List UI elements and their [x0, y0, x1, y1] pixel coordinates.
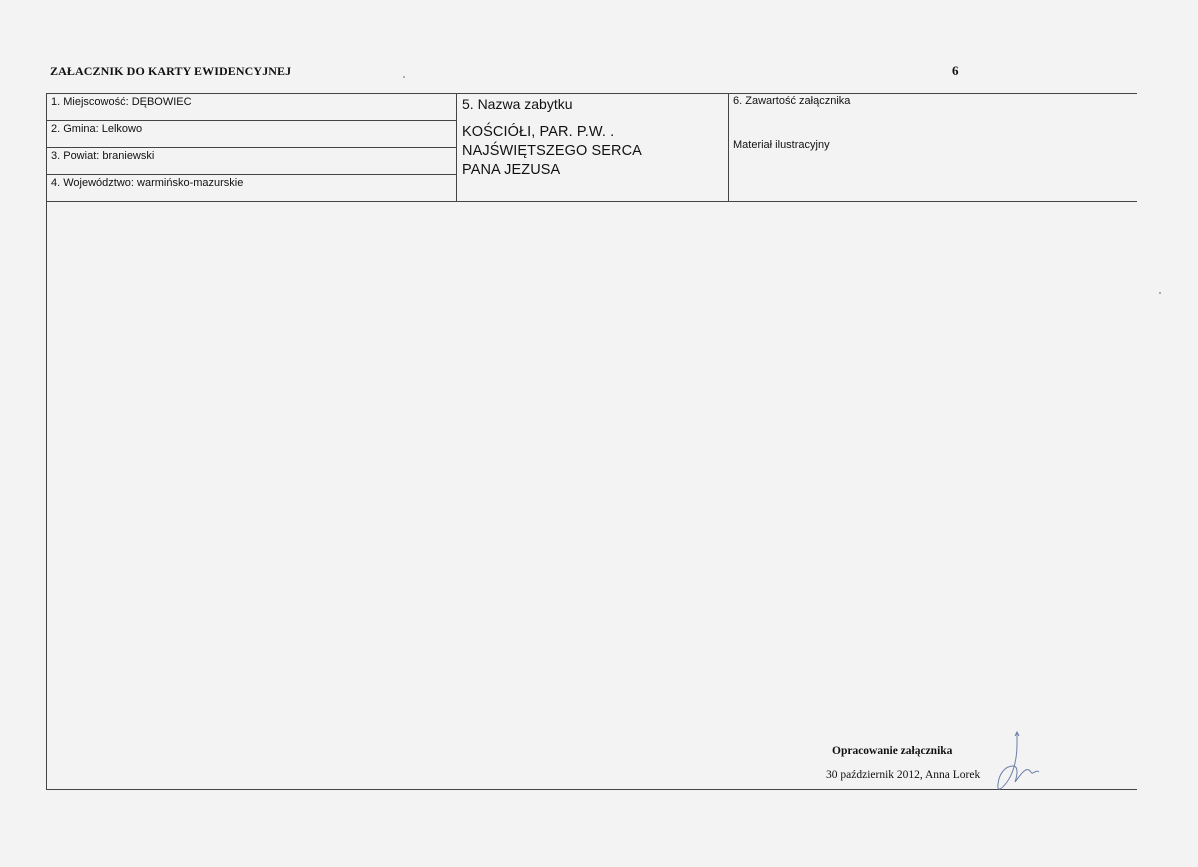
scan-speck: [1159, 292, 1161, 294]
field-powiat: 3. Powiat: braniewski: [47, 148, 456, 175]
header-table: [47, 94, 1137, 202]
prepared-by-title: Opracowanie załącznika: [832, 745, 953, 757]
location-column: [47, 94, 457, 201]
monument-name-line-1: KOŚCIÓŁI, PAR. P.W. .: [462, 124, 615, 140]
attachment-contents-column: [729, 94, 1138, 201]
page-number: 6: [952, 63, 959, 78]
field-wojewodztwo: 4. Województwo: warmińsko-mazurskie: [51, 177, 244, 189]
signature-mark: [995, 730, 1043, 796]
attachment-frame: [46, 93, 1137, 790]
field-gmina: 2. Gmina: Lelkowo: [47, 121, 456, 148]
field-miejscowosc: 1. Miejscowość: DĘBOWIEC: [47, 94, 456, 121]
monument-name-line-2: NAJŚWIĘTSZEGO SERCA: [462, 143, 642, 159]
monument-name-value: [462, 123, 717, 180]
monument-name-column: [457, 94, 729, 201]
contents-value: Materiał ilustracyjny: [733, 139, 830, 151]
prepared-by-text: 30 październik 2012, Anna Lorek: [826, 769, 981, 781]
monument-name-label: 5. Nazwa zabytku: [462, 96, 573, 112]
contents-label: 6. Zawartość załącznika: [733, 95, 851, 107]
monument-name-line-3: PANA JEZUSA: [462, 162, 561, 178]
scan-speck: [403, 76, 405, 78]
document-title: ZAŁACZNIK DO KARTY EWIDENCYJNEJ: [50, 64, 292, 78]
